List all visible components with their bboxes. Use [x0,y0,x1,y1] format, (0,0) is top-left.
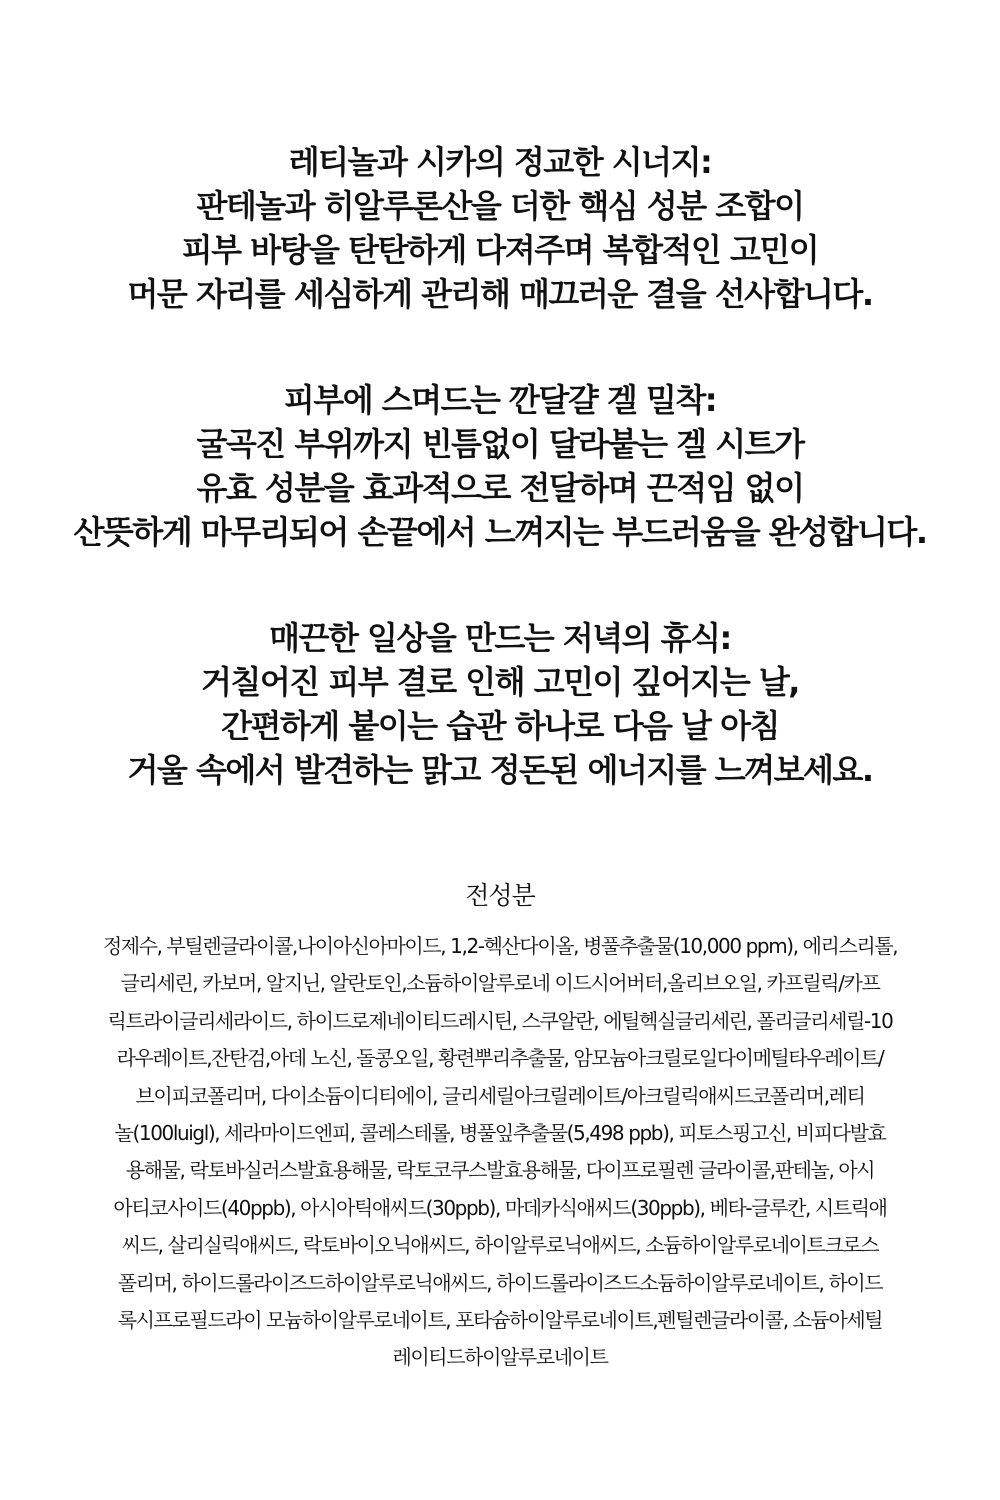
feature-paragraph-evening-rest [30,616,970,792]
ingredients-line: 레이티드하이알루로네이트 [392,1345,608,1370]
feature-heading: 매끈한 일상을 만드는 저녁의 휴식: [269,619,731,657]
ingredients-line: 브이피코폴리머, 다이소듐이디티에이, 글리세릴아크릴레이트/아크릴릭애씨드코폴리머,레티 [135,1083,865,1108]
feature-text-line: 유효 성분을 효과적으로 전달하며 끈적임 없이 [196,469,804,507]
feature-text-line: 판테놀과 히알루론산을 더한 핵심 성분 조합이 [196,187,804,225]
ingredients-line: 씨드, 살리실릭애씨드, 락토바이오닉애씨드, 하이알루로닉애씨드, 소듐하이알루로네이트크로스 [121,1233,879,1258]
feature-paragraph-retinol-cica [30,140,970,316]
feature-text-line: 피부 바탕을 탄탄하게 다져주며 복합적인 고민이 [181,231,819,269]
ingredients-title: 전성분 [465,881,535,910]
feature-text-line: 거울 속에서 발견하는 맑고 정돈된 에너지를 느껴보세요. [127,751,873,789]
ingredients-line: 폴리머, 하이드롤라이즈드하이알루로닉애씨드, 하이드롤라이즈드소듐하이알루로네이트, 하이드 [117,1270,883,1295]
ingredients-line: 용해물, 락토바실러스발효용해물, 락토코쿠스발효용해물, 다이프로필렌 글라이콜,판테놀, 아시 [125,1158,875,1183]
ingredients-line: 록시프로필드라이 모늄하이알루로네이트, 포타슘하이알루로네이트,펜틸렌글라이콜, 소듐아세틸 [117,1308,883,1333]
feature-text-line: 머문 자리를 세심하게 관리해 매끄러운 결을 선사합니다. [127,275,873,313]
feature-text-line: 거칠어진 피부 결로 인해 고민이 깊어지는 날, [201,663,799,701]
feature-paragraph-gel-adhesion [30,378,970,554]
ingredients-line: 아티코사이드(40ppb), 아시아틱애씨드(30ppb), 마데카식애씨드(30ppb), 베타-글루칸, 시트릭애 [113,1195,887,1220]
feature-description [30,140,970,854]
feature-text-line: 산뜻하게 마무리되어 손끝에서 느껴지는 부드러움을 완성합니다. [73,513,927,551]
feature-heading: 피부에 스며드는 깐달걀 겔 밀착: [283,381,717,419]
ingredients-line: 정제수, 부틸렌글라이콜,나이아신아마이드, 1,2-헥산다이올, 병풀추출물(10,000 ppm), 에리스리톨, [102,934,898,958]
ingredients-line: 놀(100luigl), 세라마이드엔피, 콜레스테롤, 병풀잎추출물(5,498 ppb), 피토스핑고신, 비피다발효 [114,1121,886,1146]
ingredients-line: 라우레이트,잔탄검,아데 노신, 돌콩오일, 황련뿌리추출물, 암모늄아크릴로일다이메틸타우레이트/ [116,1046,884,1071]
ingredients-line: 릭트라이글리세라이드, 하이드로제네이티드레시틴, 스쿠알란, 에틸헥실글리세린, 폴리글리세릴-10 [107,1008,893,1033]
ingredients-line: 글리세린, 카보머, 알지닌, 알란토인,소듐하이알루로네 이드시어버터,올리브오일, 카프릴릭/카프 [120,971,880,996]
feature-text-line: 간편하게 붙이는 습관 하나로 다음 날 아침 [221,707,779,745]
feature-text-line: 굴곡진 부위까지 빈틈없이 달라붙는 겔 시트가 [196,425,804,463]
feature-heading: 레티놀과 시카의 정교한 시너지: [288,143,712,181]
ingredients-section [40,878,960,1377]
